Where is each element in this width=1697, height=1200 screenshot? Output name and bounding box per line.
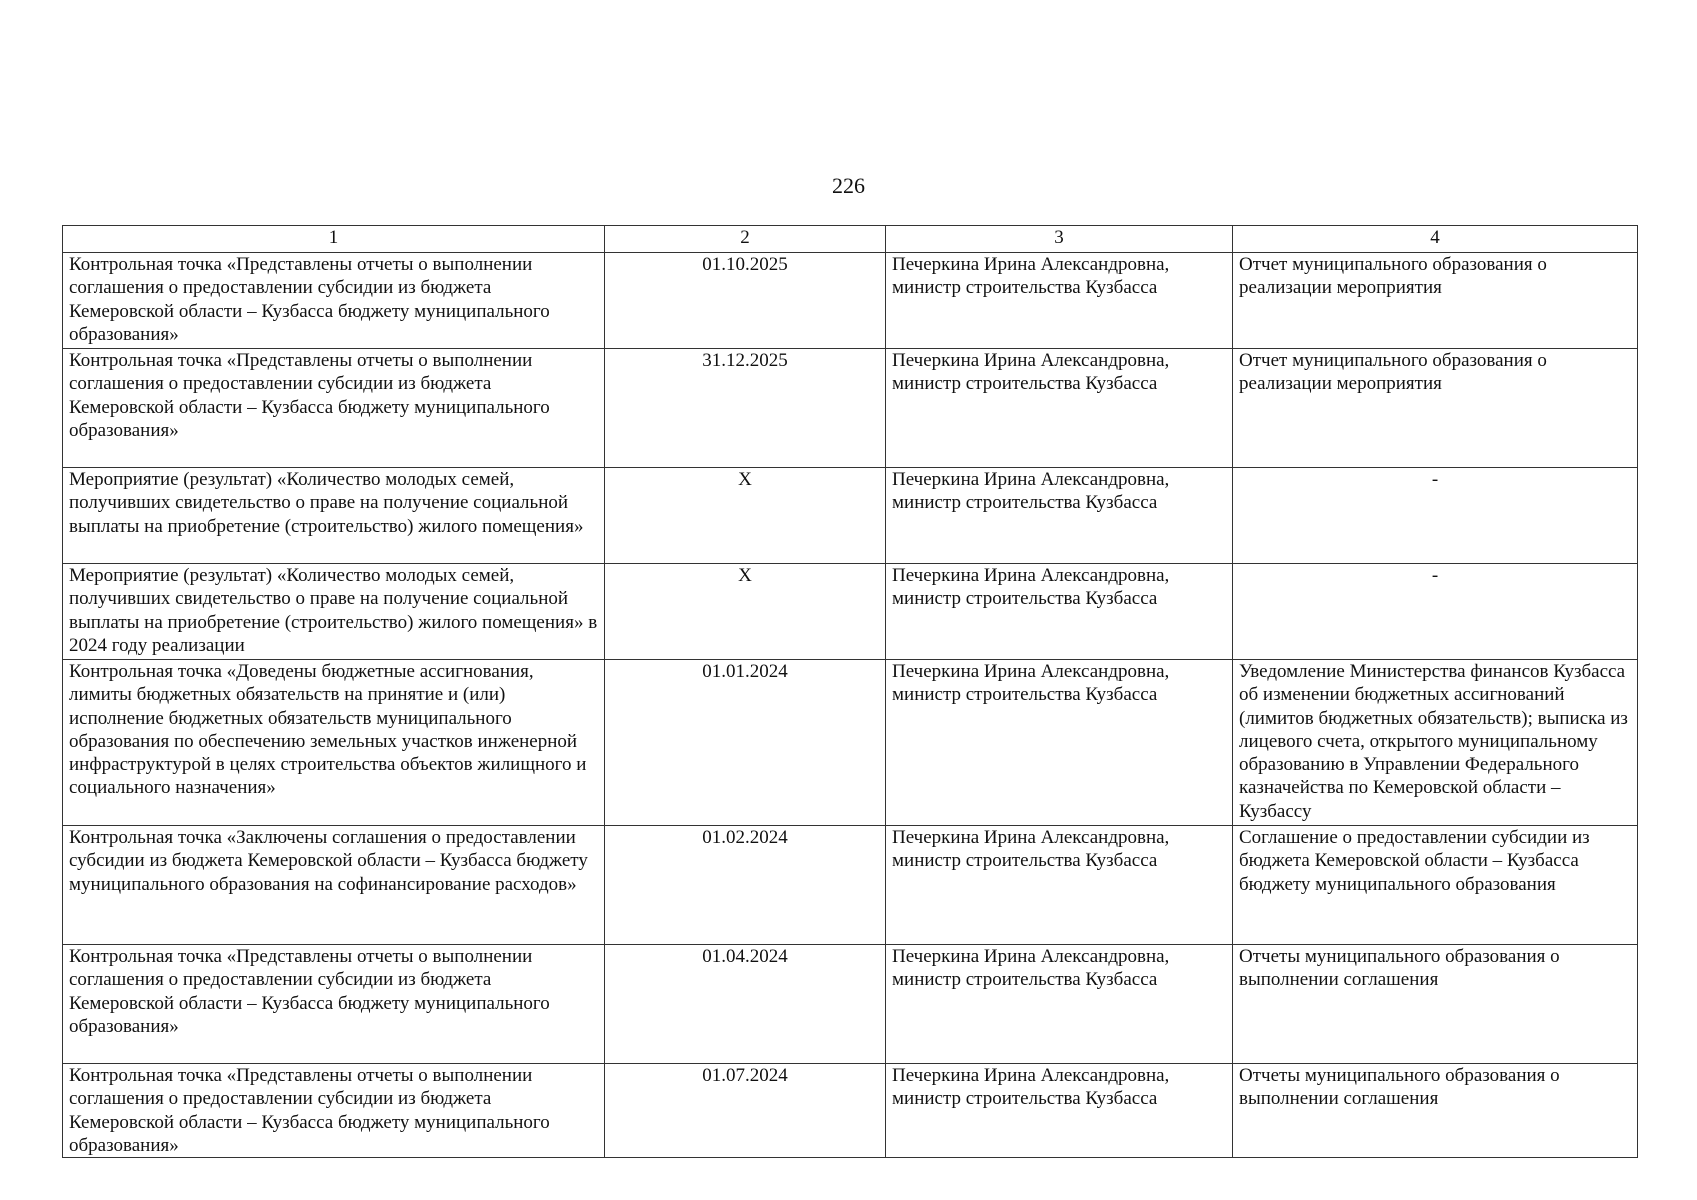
table-row [63,1064,1638,1158]
table-row [63,660,1638,826]
event-name-cell: Контрольная точка «Доведены бюджетные ассигнования, лимиты бюджетных обязательств на принятие и (или) исполнение бюджетных обязательств муниципального образования по обеспечению земельных участков инженерной инфраструктурой в целях строительства объектов жилищного и социального назначения» [63,660,605,826]
table-row [63,349,1638,468]
responsible-cell: Печеркина Ирина Александровна, министр строительства Кузбасса [886,468,1233,564]
column-header-4: 4 [1233,226,1638,253]
document-cell: - [1233,468,1638,564]
responsible-cell: Печеркина Ирина Александровна, министр строительства Кузбасса [886,564,1233,660]
date-cell: 01.10.2025 [605,253,886,349]
document-cell: Отчет муниципального образования о реализации мероприятия [1233,349,1638,468]
event-name-cell: Контрольная точка «Заключены соглашения о предоставлении субсидии из бюджета Кемеровской области – Кузбасса бюджету муниципального образования на софинансирование расходов» [63,826,605,945]
event-name-cell: Контрольная точка «Представлены отчеты о выполнении соглашения о предоставлении субсидии из бюджета Кемеровской области – Кузбасса бюджету муниципального образования» [63,945,605,1064]
page-number: 226 [832,173,865,198]
table-row [63,253,1638,349]
document-cell: Отчеты муниципального образования о выполнении соглашения [1233,1064,1638,1158]
date-cell: 01.02.2024 [605,826,886,945]
column-header-2: 2 [605,226,886,253]
event-name-cell: Мероприятие (результат) «Количество молодых семей, получивших свидетельство о праве на получение социальной выплаты на приобретение (строительство) жилого помещения» [63,468,605,564]
event-name-cell: Мероприятие (результат) «Количество молодых семей, получивших свидетельство о праве на получение социальной выплаты на приобретение (строительство) жилого помещения» в 2024 году реализации [63,564,605,660]
table-header-row [63,226,1638,253]
date-cell: 01.01.2024 [605,660,886,826]
table-row [63,826,1638,945]
document-cell: Отчеты муниципального образования о выполнении соглашения [1233,945,1638,1064]
responsible-cell: Печеркина Ирина Александровна, министр строительства Кузбасса [886,1064,1233,1158]
responsible-cell: Печеркина Ирина Александровна, министр строительства Кузбасса [886,349,1233,468]
date-cell: 01.04.2024 [605,945,886,1064]
column-header-3: 3 [886,226,1233,253]
responsible-cell: Печеркина Ирина Александровна, министр строительства Кузбасса [886,660,1233,826]
date-cell: 31.12.2025 [605,349,886,468]
document-cell: Соглашение о предоставлении субсидии из бюджета Кемеровской области – Кузбасса бюджету муниципального образования [1233,826,1638,945]
event-name-cell: Контрольная точка «Представлены отчеты о выполнении соглашения о предоставлении субсидии из бюджета Кемеровской области – Кузбасса бюджету муниципального образования» [63,253,605,349]
table-row [63,564,1638,660]
responsible-cell: Печеркина Ирина Александровна, министр строительства Кузбасса [886,826,1233,945]
document-cell: - [1233,564,1638,660]
event-name-cell: Контрольная точка «Представлены отчеты о выполнении соглашения о предоставлении субсидии из бюджета Кемеровской области – Кузбасса бюджету муниципального образования» [63,349,605,468]
schedule-table [62,225,1638,1158]
date-cell: 01.07.2024 [605,1064,886,1158]
document-cell: Уведомление Министерства финансов Кузбасса об изменении бюджетных ассигнований (лимитов бюджетных обязательств); выписка из лицевого счета, открытого муниципальному образованию в Управлении Федерального казначейства по Кемеровской области – Кузбассу [1233,660,1638,826]
responsible-cell: Печеркина Ирина Александровна, министр строительства Кузбасса [886,945,1233,1064]
responsible-cell: Печеркина Ирина Александровна, министр строительства Кузбасса [886,253,1233,349]
date-cell: X [605,564,886,660]
table-row [63,468,1638,564]
column-header-1: 1 [63,226,605,253]
date-cell: X [605,468,886,564]
document-cell: Отчет муниципального образования о реализации мероприятия [1233,253,1638,349]
table-row [63,945,1638,1064]
event-name-cell: Контрольная точка «Представлены отчеты о выполнении соглашения о предоставлении субсидии из бюджета Кемеровской области – Кузбасса бюджету муниципального образования» [63,1064,605,1158]
